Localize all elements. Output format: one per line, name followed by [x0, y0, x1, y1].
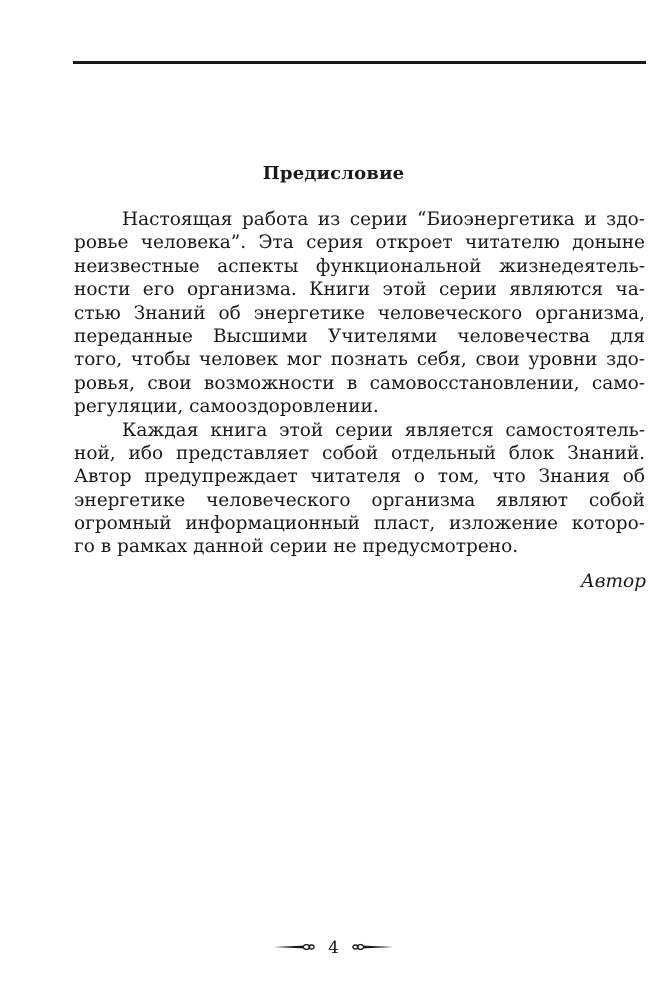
- paragraph-2: [74, 419, 645, 559]
- text-line: ности его организма. Книги этой серии являются ча-: [74, 279, 645, 301]
- text-line: Автор предупреждает читателя о том, что Знания об: [74, 466, 645, 488]
- author-signature: Автор: [580, 571, 646, 592]
- page-footer: [0, 936, 667, 959]
- text-line: огромный информационный пласт, изложение которо-: [74, 513, 645, 535]
- page-number: 4: [328, 937, 339, 958]
- ornament-left-icon: [273, 937, 315, 959]
- text-line: ровья, свои возможности в самовосстановлении, само-: [74, 372, 645, 394]
- text-line: неизвестные аспекты функциональной жизнедеятель-: [74, 255, 645, 277]
- text-line: Каждая книга этой серии является самостоятель-: [122, 419, 645, 441]
- text-line: регуляции, самооздоровлении.: [74, 396, 379, 418]
- text-line: Настоящая работа из серии “Биоэнергетика и здо-: [122, 209, 645, 230]
- text-line: энергетике человеческого организма являют собой: [74, 489, 645, 511]
- text-line: того, чтобы человек мог познать себя, свои уровни здо-: [74, 349, 645, 371]
- ornament-right-icon: [352, 937, 394, 959]
- page-title: Предисловие: [262, 163, 405, 184]
- text-line: го в рамках данной серии не предусмотрено.: [74, 536, 519, 558]
- text-line: ной, ибо представляет собой отдельный блок Знаний.: [74, 442, 645, 464]
- text-line: стью Знаний об энергетике человеческого организма,: [74, 302, 645, 324]
- paragraph-1: [74, 208, 645, 419]
- text-line: переданные Высшими Учителями человечества для: [74, 325, 645, 347]
- header-rule: [73, 61, 646, 64]
- body-text: [74, 208, 645, 559]
- text-line: ровье человека”. Эта серия откроет читателю доныне: [74, 232, 645, 254]
